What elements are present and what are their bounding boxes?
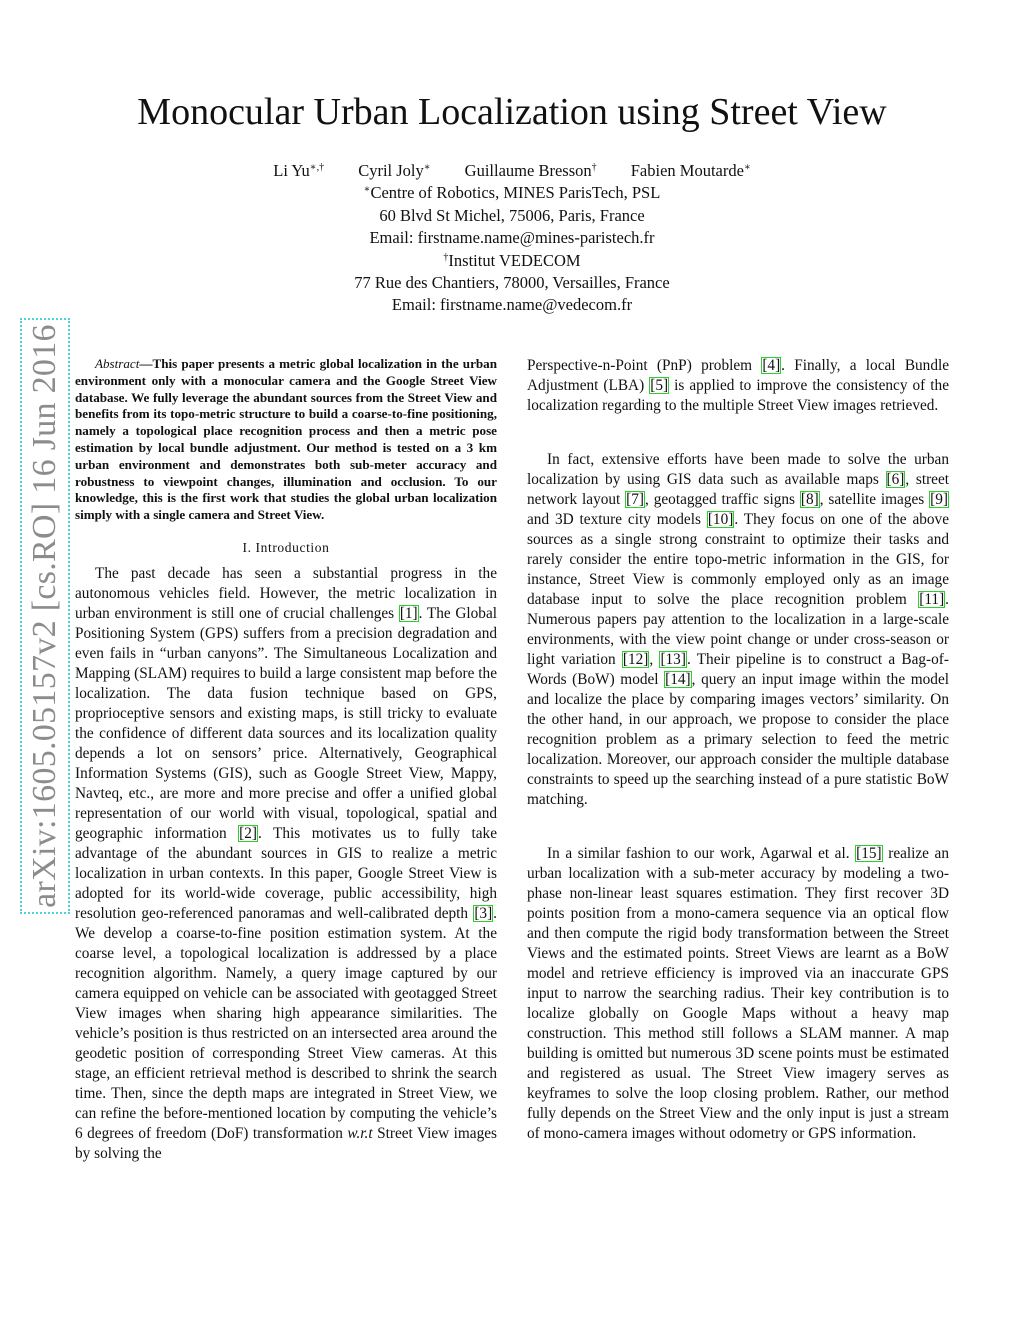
citation-link[interactable]: [14] [665,671,691,688]
author: Li Yu∗,† [273,161,325,180]
citation-link[interactable]: [4] [762,357,781,374]
affiliation-1-email: Email: firstname.name@mines-paristech.fr [369,228,655,248]
intro-paragraph-1-continued: Perspective-n-Point (PnP) problem [4]. Finally, a local Bundle Adjustment (LBA) [5] is applied to improve the consistency of the localization regarding to the multiple Street View images retrieved. [527,357,950,414]
citation-link[interactable]: [11] [919,591,945,608]
left-column [75,356,497,1164]
citation-link[interactable]: [3] [474,904,493,922]
right-column [527,356,949,1144]
citation-link[interactable]: [10] [707,511,734,528]
affiliation-1-name: ∗Centre of Robotics, MINES ParisTech, PSL [363,183,661,203]
citation-link[interactable]: [8] [800,491,819,508]
citation-link[interactable]: [6] [886,471,905,488]
citation-link[interactable]: [5] [650,377,669,394]
affiliation-2-name: †Institut VEDECOM [443,250,581,270]
citation-link[interactable]: [2] [239,824,257,842]
citation-link[interactable]: [1] [399,604,418,622]
citation-link[interactable]: [7] [626,491,645,508]
citation-link[interactable]: [13] [660,651,686,668]
affiliation-2-address: 77 Rue des Chantiers, 78000, Versailles, France [354,273,670,293]
arxiv-identifier: arXiv:1605.05157v2 [cs.RO] 16 Jun 2016 [26,324,64,908]
affiliation-2-email: Email: firstname.name@vedecom.fr [391,295,633,315]
citation-link[interactable]: [12] [622,651,649,668]
paper-title: Monocular Urban Localization using Street View [137,91,887,133]
intro-paragraph-2: In fact, extensive efforts have been made to solve the urban localization by using GIS data such as available maps [6], street network layout [7], geotagged traffic signs [8], satellite images [9] and 3D texture city models [10]. They focus on one of the above sources as a single strong constraint to optimize their tasks and rarely consider the entire topo-metric information in the GIS, for instance, Street View is commonly employed only as an image database input to solve the place recognition problem [11]. Numerous papers pay attention to the localization in a large-scale environments, with the view point change or under cross-season or light variation [12], [13]. Their pipeline is to construct a Bag-of-Words (BoW) model [14], query an input image within the model and localize the place by comparing images vectors’ similarity. On the other hand, in our approach, we propose to consider the place recognition problem as a primary selection to feed the metric localization. Moreover, our approach consider the multiple database constraints to speed up the searching instead of a pure statistic BoW matching. [527,451,949,808]
author-list [0,160,1024,182]
author: Fabien Moutarde∗ [630,161,751,180]
section-heading-introduction: I. Introduction [242,539,330,555]
affiliation-1-address: 60 Blvd St Michel, 75006, Paris, France [379,205,645,225]
intro-paragraph-3: In a similar fashion to our work, Agarwal et al. [15] realize an urban localization with a sub-meter accuracy by modeling a two-phase non-linear least squares estimation. They first recover 3D points position from a mono-camera sequence via an optical flow and then compute the rigid body transformation between the Street Views and the estimated points. Street Views are learnt as a BoW model and retrieve efficiency is improved via an inaccurate GPS input to narrow the searching radius. Their key contribution is to localize globally on Google Maps without a heavy map construction. This method still follows a SLAM manner. A map building is omitted but numerous 3D scene points must be estimated and registered as usual. The Street View imagery serves as keyframes to solve the loop closing problem. Rather, our method fully depends on the Street View and the only input is just a stream of mono-camera images without odometry or GPS information. [527,845,949,1142]
author-block [0,160,1024,317]
abstract: Abstract—This paper presents a metric global localization in the urban environment only with a monocular camera and the Google Street View database. We fully leverage the abundant sources from the Street View and benefits from its topo-metric structure to build a coarse-to-fine positioning, namely a topological place recognition process and then a metric pose estimation by local bundle adjustment. Our method is tested on a 3 km urban environment and demonstrates both sub-meter accuracy and robustness to viewpoint changes, illumination and occlusion. To our knowledge, this is the first work that studies the global urban localization simply with a single camera and Street View. [75,356,497,523]
abstract-label: Abstract [95,356,140,371]
intro-paragraph-1: The past decade has seen a substantial progress in the autonomous vehicles field. However, the metric localization in urban environment is still one of crucial challenges [1]. The Global Positioning System (GPS) suffers from a precision degradation and even fails in “urban canyons”. The Simultaneous Localization and Mapping (SLAM) requires to build a large consistent map before the localization. The data fusion technique based on GPS, proprioceptive sensors and existing maps, is still tricky to evaluate the confidence of different data sources and its localization quality depends a lot on sensors’ price. Alternatively, Geographical Information Systems (GIS), such as Google Street View, Mappy, Navteq, etc., are more and more precise and offer a unified global representation of our world with visual, topological, spatial and geographic information [2]. This motivates us to fully take advantage of the abundant sources in GIS to realize a metric localization in urban contexts. In this paper, Google Street View is adopted for its world-wide coverage, public accessibility, high resolution geo-referenced panoramas and well-calibrated depth [3]. We develop a coarse-to-fine position estimation system. At the coarse level, a topological localization is addressed by a place recognition algorithm. Namely, a query image captured by our camera equipped on vehicle can be associated with geotagged Street View images when sharing high appearance similarities. The vehicle’s position is thus restricted on an intersected area around the geodetic position of corresponding Street View cameras. At this stage, an efficient retrieval method is described to shrink the search time. Then, since the depth maps are integrated in Street View, we can refine the before-mentioned location by computing the vehicle’s 6 degrees of freedom (DoF) transformation w.r.t Street View images by solving the [75,564,497,1162]
arxiv-sidebar-stamp [20,318,70,914]
author: Cyril Joly∗ [358,161,431,180]
citation-link[interactable]: [15] [856,845,882,862]
author: Guillaume Bresson† [464,161,597,180]
citation-link[interactable]: [9] [930,491,948,508]
